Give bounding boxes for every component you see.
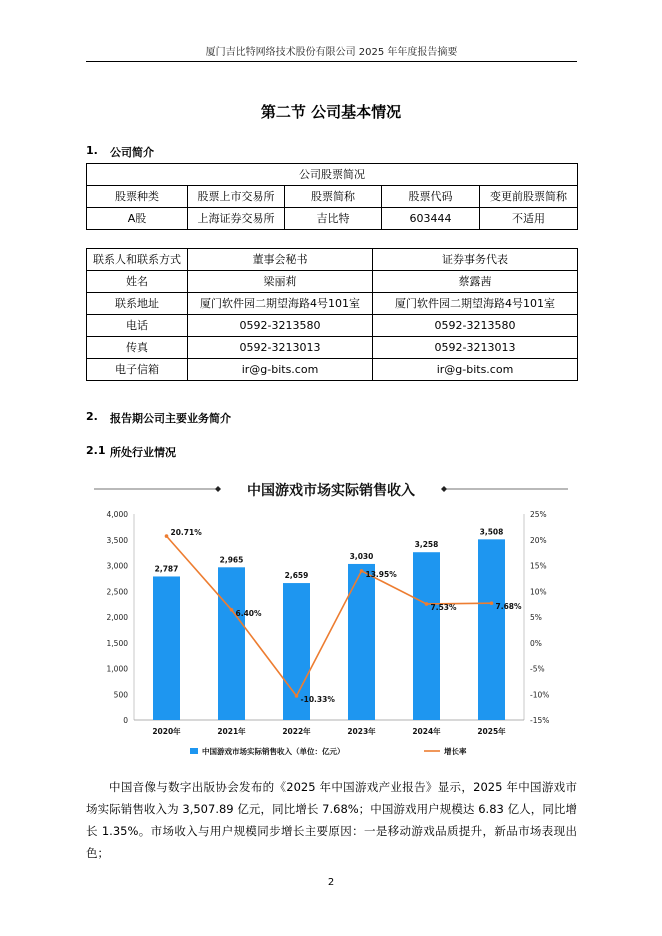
table-row — [87, 337, 578, 359]
y-tick-label: 1,000 — [106, 664, 128, 674]
stock-header-cell: 变更前股票简称 — [480, 186, 578, 208]
heading-21-number: 2.1 — [86, 444, 106, 457]
stock-header-cell: 股票代码 — [382, 186, 480, 208]
y-tick-label: 2,500 — [106, 587, 128, 597]
stock-value-cell: 上海证券交易所 — [188, 208, 285, 230]
growth-rate-line — [167, 536, 492, 696]
bar-data-label: 2,659 — [284, 571, 309, 581]
y2-tick-label: 0% — [530, 638, 542, 648]
heading-2-title: 报告期公司主要业务简介 — [110, 412, 231, 425]
section-title: 第二节 公司基本情况 — [260, 103, 402, 121]
representative-value-cell: ir@g-bits.com — [373, 359, 578, 381]
secretary-value-cell: ir@g-bits.com — [188, 359, 373, 381]
page-header: 厦门吉比特网络技术股份有限公司 2025 年年度报告摘要 — [205, 47, 458, 58]
stock-table — [86, 163, 578, 230]
growth-data-label: -10.33% — [300, 694, 335, 704]
y2-tick-label: 5% — [530, 613, 542, 622]
bar-revenue — [413, 552, 440, 720]
game-market-chart — [86, 468, 576, 764]
growth-data-label: 13.95% — [365, 569, 397, 579]
x-tick-label: 2020年 — [152, 727, 181, 736]
contact-header-cell: 联系人和联系方式 — [87, 249, 188, 271]
growth-rate-point — [360, 569, 364, 573]
growth-data-label: 6.40% — [235, 608, 262, 618]
bar-data-label: 3,258 — [414, 540, 439, 550]
stock-value-cell: 吉比特 — [285, 208, 382, 230]
heading-21-title: 所处行业情况 — [110, 446, 176, 459]
y2-tick-label: -5% — [530, 664, 545, 674]
growth-rate-point — [230, 608, 234, 612]
stock-header-cell: 股票种类 — [87, 186, 188, 208]
chart-title: 中国游戏市场实际销售收入 — [247, 483, 415, 499]
title-diamond-left — [215, 486, 221, 492]
table-row — [87, 315, 578, 337]
y-tick-label: 500 — [113, 690, 128, 700]
title-diamond-right — [441, 486, 447, 492]
y-tick-label: 0 — [123, 716, 128, 725]
growth-rate-point — [490, 601, 494, 605]
y2-tick-label: -15% — [530, 716, 550, 725]
page-number: 2 — [327, 877, 335, 888]
table-row — [87, 293, 578, 315]
y2-tick-label: 10% — [530, 587, 547, 597]
contact-label-cell: 联系地址 — [87, 293, 188, 315]
contact-header-cell: 证券事务代表 — [373, 249, 578, 271]
legend-label-line: 增长率 — [444, 747, 467, 756]
y-tick-label: 3,500 — [106, 535, 128, 545]
table-row — [87, 271, 578, 293]
heading-1-number: 1. — [86, 144, 98, 157]
stock-header-cell: 股票上市交易所 — [188, 186, 285, 208]
representative-value-cell: 0592-3213580 — [373, 315, 578, 337]
y-tick-label: 3,000 — [106, 561, 128, 571]
contact-label-cell: 电话 — [87, 315, 188, 337]
growth-rate-point — [165, 534, 169, 538]
growth-rate-point — [425, 602, 429, 606]
y2-tick-label: 25% — [530, 510, 547, 519]
growth-data-label: 20.71% — [170, 528, 202, 538]
secretary-value-cell: 0592-3213013 — [188, 337, 373, 359]
growth-data-label: 7.68% — [495, 602, 522, 612]
bar-revenue — [218, 567, 245, 720]
stock-value-cell: 603444 — [382, 208, 480, 230]
y-tick-label: 1,500 — [106, 638, 128, 648]
growth-rate-point — [295, 694, 299, 698]
representative-value-cell: 厦门软件园二期望海路4号101室 — [373, 293, 578, 315]
secretary-value-cell: 梁丽莉 — [188, 271, 373, 293]
contact-label-cell: 传真 — [87, 337, 188, 359]
contact-table — [86, 248, 578, 381]
x-tick-label: 2021年 — [217, 727, 246, 736]
secretary-value-cell: 0592-3213580 — [188, 315, 373, 337]
stock-value-cell: A股 — [87, 208, 188, 230]
bar-data-label: 2,787 — [154, 564, 179, 574]
body-paragraph: 中国音像与数字出版协会发布的《2025 年中国游戏产业报告》显示，2025 年中国游戏市场实际销售收入为 3,507.89 亿元，同比增长 7.68%；中国游戏用户规模达 6.83 亿人，同比增长 1.35%。市场收入与用户规模同步增长主要原因：一是移动游戏品质提升，新品市场表现出色； — [86, 780, 577, 860]
contact-label-cell: 姓名 — [87, 271, 188, 293]
x-tick-label: 2024年 — [412, 727, 441, 736]
y-tick-label: 4,000 — [106, 510, 128, 519]
bar-data-label: 3,030 — [349, 551, 374, 561]
representative-value-cell: 蔡露茜 — [373, 271, 578, 293]
header-divider — [86, 61, 577, 62]
contact-label-cell: 电子信箱 — [87, 359, 188, 381]
chart-container — [86, 468, 576, 764]
table-row — [87, 359, 578, 381]
legend-label-bar: 中国游戏市场实际销售收入（单位：亿元） — [202, 747, 345, 756]
bar-data-label: 3,508 — [479, 527, 504, 537]
stock-table-caption: 公司股票简况 — [87, 164, 578, 186]
bar-data-label: 2,965 — [219, 555, 244, 565]
bar-revenue — [478, 539, 505, 720]
contact-header-cell: 董事会秘书 — [188, 249, 373, 271]
secretary-value-cell: 厦门软件园二期望海路4号101室 — [188, 293, 373, 315]
y2-tick-label: -10% — [530, 690, 550, 700]
stock-value-cell: 不适用 — [480, 208, 578, 230]
growth-data-label: 7.53% — [430, 602, 457, 612]
heading-1-title: 公司简介 — [110, 146, 154, 159]
y-tick-label: 2,000 — [106, 613, 128, 622]
x-tick-label: 2025年 — [477, 727, 506, 736]
legend-swatch-bar — [190, 748, 198, 754]
y2-tick-label: 15% — [530, 561, 547, 571]
y2-tick-label: 20% — [530, 535, 547, 545]
x-tick-label: 2022年 — [282, 727, 311, 736]
x-tick-label: 2023年 — [347, 727, 376, 736]
bar-revenue — [153, 576, 180, 720]
representative-value-cell: 0592-3213013 — [373, 337, 578, 359]
heading-2-number: 2. — [86, 410, 98, 423]
stock-header-cell: 股票简称 — [285, 186, 382, 208]
